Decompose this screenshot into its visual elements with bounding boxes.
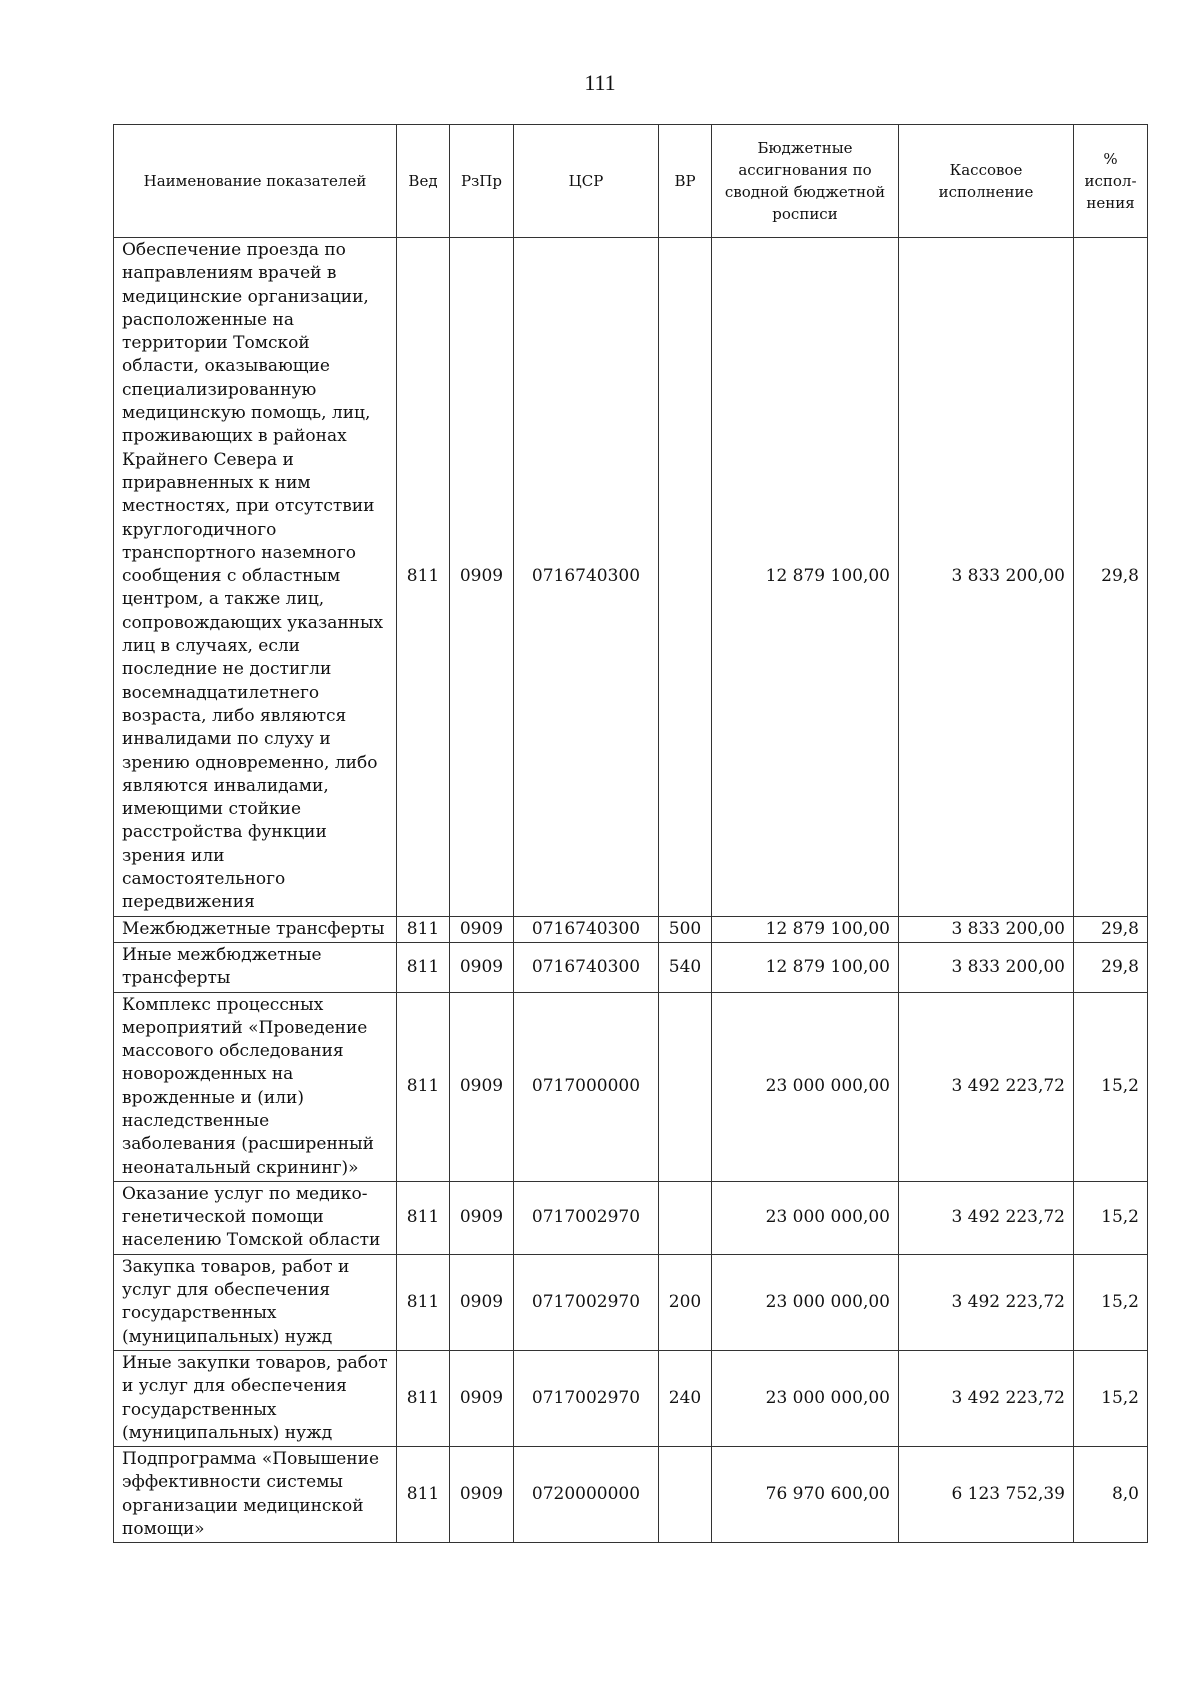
row-ved: 811 bbox=[397, 1350, 450, 1446]
row-budget: 12 879 100,00 bbox=[712, 238, 899, 917]
row-csr: 0717002970 bbox=[514, 1181, 659, 1254]
row-csr: 0716740300 bbox=[514, 916, 659, 942]
row-rzpr: 0909 bbox=[450, 238, 514, 917]
row-cash: 3 833 200,00 bbox=[899, 916, 1074, 942]
row-ved: 811 bbox=[397, 1254, 450, 1350]
row-vr bbox=[659, 1447, 712, 1543]
row-csr: 0717002970 bbox=[514, 1350, 659, 1446]
row-ved: 811 bbox=[397, 1181, 450, 1254]
row-rzpr: 0909 bbox=[450, 992, 514, 1181]
row-csr: 0720000000 bbox=[514, 1447, 659, 1543]
row-name: Подпрограмма «Повышение эффективности системы организации медицинской помощи» bbox=[114, 1447, 397, 1543]
row-name: Оказание услуг по медико-генетической помощи населению Томской области bbox=[114, 1181, 397, 1254]
row-budget: 23 000 000,00 bbox=[712, 1181, 899, 1254]
row-csr: 0717000000 bbox=[514, 992, 659, 1181]
row-name: Обеспечение проезда по направлениям врачей в медицинские организации, расположенные на территории Томской области, оказывающие специализированную медицинскую помощь, лиц, проживающих в районах Крайнего Севера и приравненных к ним местностях, при отсутствии круглогодичного транспортного наземного сообщения с областным центром, а также лиц, сопровождающих указанных лиц в случаях, если последние не достигли восемнадцатилетнего возраста, либо являются инвалидами по слуху и зрению одновременно, либо являются инвалидами, имеющими стойкие расстройства функции зрения или самостоятельного передвижения bbox=[114, 238, 397, 917]
row-vr: 240 bbox=[659, 1350, 712, 1446]
table-row bbox=[114, 916, 1148, 942]
row-cash: 3 492 223,72 bbox=[899, 1254, 1074, 1350]
row-ved: 811 bbox=[397, 916, 450, 942]
row-name: Иные закупки товаров, работ и услуг для обеспечения государственных (муниципальных) нужд bbox=[114, 1350, 397, 1446]
row-budget: 23 000 000,00 bbox=[712, 992, 899, 1181]
row-csr: 0716740300 bbox=[514, 238, 659, 917]
row-rzpr: 0909 bbox=[450, 942, 514, 992]
row-vr: 200 bbox=[659, 1254, 712, 1350]
row-rzpr: 0909 bbox=[450, 1254, 514, 1350]
budget-execution-table bbox=[113, 124, 1148, 1543]
header-rzpr: РзПр bbox=[450, 125, 514, 238]
row-budget: 12 879 100,00 bbox=[712, 942, 899, 992]
row-ved: 811 bbox=[397, 992, 450, 1181]
header-percent: % испол-нения bbox=[1074, 125, 1148, 238]
row-ved: 811 bbox=[397, 238, 450, 917]
header-budget: Бюджетные ассигнования по сводной бюджетной росписи bbox=[712, 125, 899, 238]
row-name: Межбюджетные трансферты bbox=[114, 916, 397, 942]
row-cash: 3 492 223,72 bbox=[899, 1181, 1074, 1254]
table-row bbox=[114, 942, 1148, 992]
row-rzpr: 0909 bbox=[450, 1350, 514, 1446]
header-vr: ВР bbox=[659, 125, 712, 238]
row-percent: 29,8 bbox=[1074, 942, 1148, 992]
row-budget: 76 970 600,00 bbox=[712, 1447, 899, 1543]
row-vr bbox=[659, 238, 712, 917]
row-rzpr: 0909 bbox=[450, 1447, 514, 1543]
table-row bbox=[114, 992, 1148, 1181]
table-header-row bbox=[114, 125, 1148, 238]
table-row bbox=[114, 1447, 1148, 1543]
row-vr bbox=[659, 1181, 712, 1254]
row-csr: 0717002970 bbox=[514, 1254, 659, 1350]
header-name: Наименование показателей bbox=[114, 125, 397, 238]
row-ved: 811 bbox=[397, 1447, 450, 1543]
row-budget: 12 879 100,00 bbox=[712, 916, 899, 942]
row-vr: 500 bbox=[659, 916, 712, 942]
row-rzpr: 0909 bbox=[450, 916, 514, 942]
row-cash: 3 833 200,00 bbox=[899, 238, 1074, 917]
row-percent: 15,2 bbox=[1074, 1254, 1148, 1350]
row-percent: 29,8 bbox=[1074, 916, 1148, 942]
row-ved: 811 bbox=[397, 942, 450, 992]
row-percent: 15,2 bbox=[1074, 992, 1148, 1181]
row-csr: 0716740300 bbox=[514, 942, 659, 992]
header-csr: ЦСР bbox=[514, 125, 659, 238]
row-budget: 23 000 000,00 bbox=[712, 1254, 899, 1350]
table-row bbox=[114, 1254, 1148, 1350]
row-cash: 3 492 223,72 bbox=[899, 992, 1074, 1181]
row-name: Комплекс процессных мероприятий «Проведение массового обследования новорожденных на врожденные и (или) наследственные заболевания (расширенный неонатальный скрининг)» bbox=[114, 992, 397, 1181]
row-percent: 15,2 bbox=[1074, 1350, 1148, 1446]
header-ved: Вед bbox=[397, 125, 450, 238]
row-percent: 29,8 bbox=[1074, 238, 1148, 917]
header-cash: Кассовое исполнение bbox=[899, 125, 1074, 238]
row-vr: 540 bbox=[659, 942, 712, 992]
page-number: 111 bbox=[584, 70, 616, 95]
table-row bbox=[114, 1350, 1148, 1446]
row-vr bbox=[659, 992, 712, 1181]
row-cash: 3 492 223,72 bbox=[899, 1350, 1074, 1446]
table-row bbox=[114, 1181, 1148, 1254]
row-rzpr: 0909 bbox=[450, 1181, 514, 1254]
row-cash: 6 123 752,39 bbox=[899, 1447, 1074, 1543]
row-name: Иные межбюджетные трансферты bbox=[114, 942, 397, 992]
row-budget: 23 000 000,00 bbox=[712, 1350, 899, 1446]
row-percent: 15,2 bbox=[1074, 1181, 1148, 1254]
row-percent: 8,0 bbox=[1074, 1447, 1148, 1543]
row-name: Закупка товаров, работ и услуг для обеспечения государственных (муниципальных) нужд bbox=[114, 1254, 397, 1350]
table-row bbox=[114, 238, 1148, 917]
row-cash: 3 833 200,00 bbox=[899, 942, 1074, 992]
